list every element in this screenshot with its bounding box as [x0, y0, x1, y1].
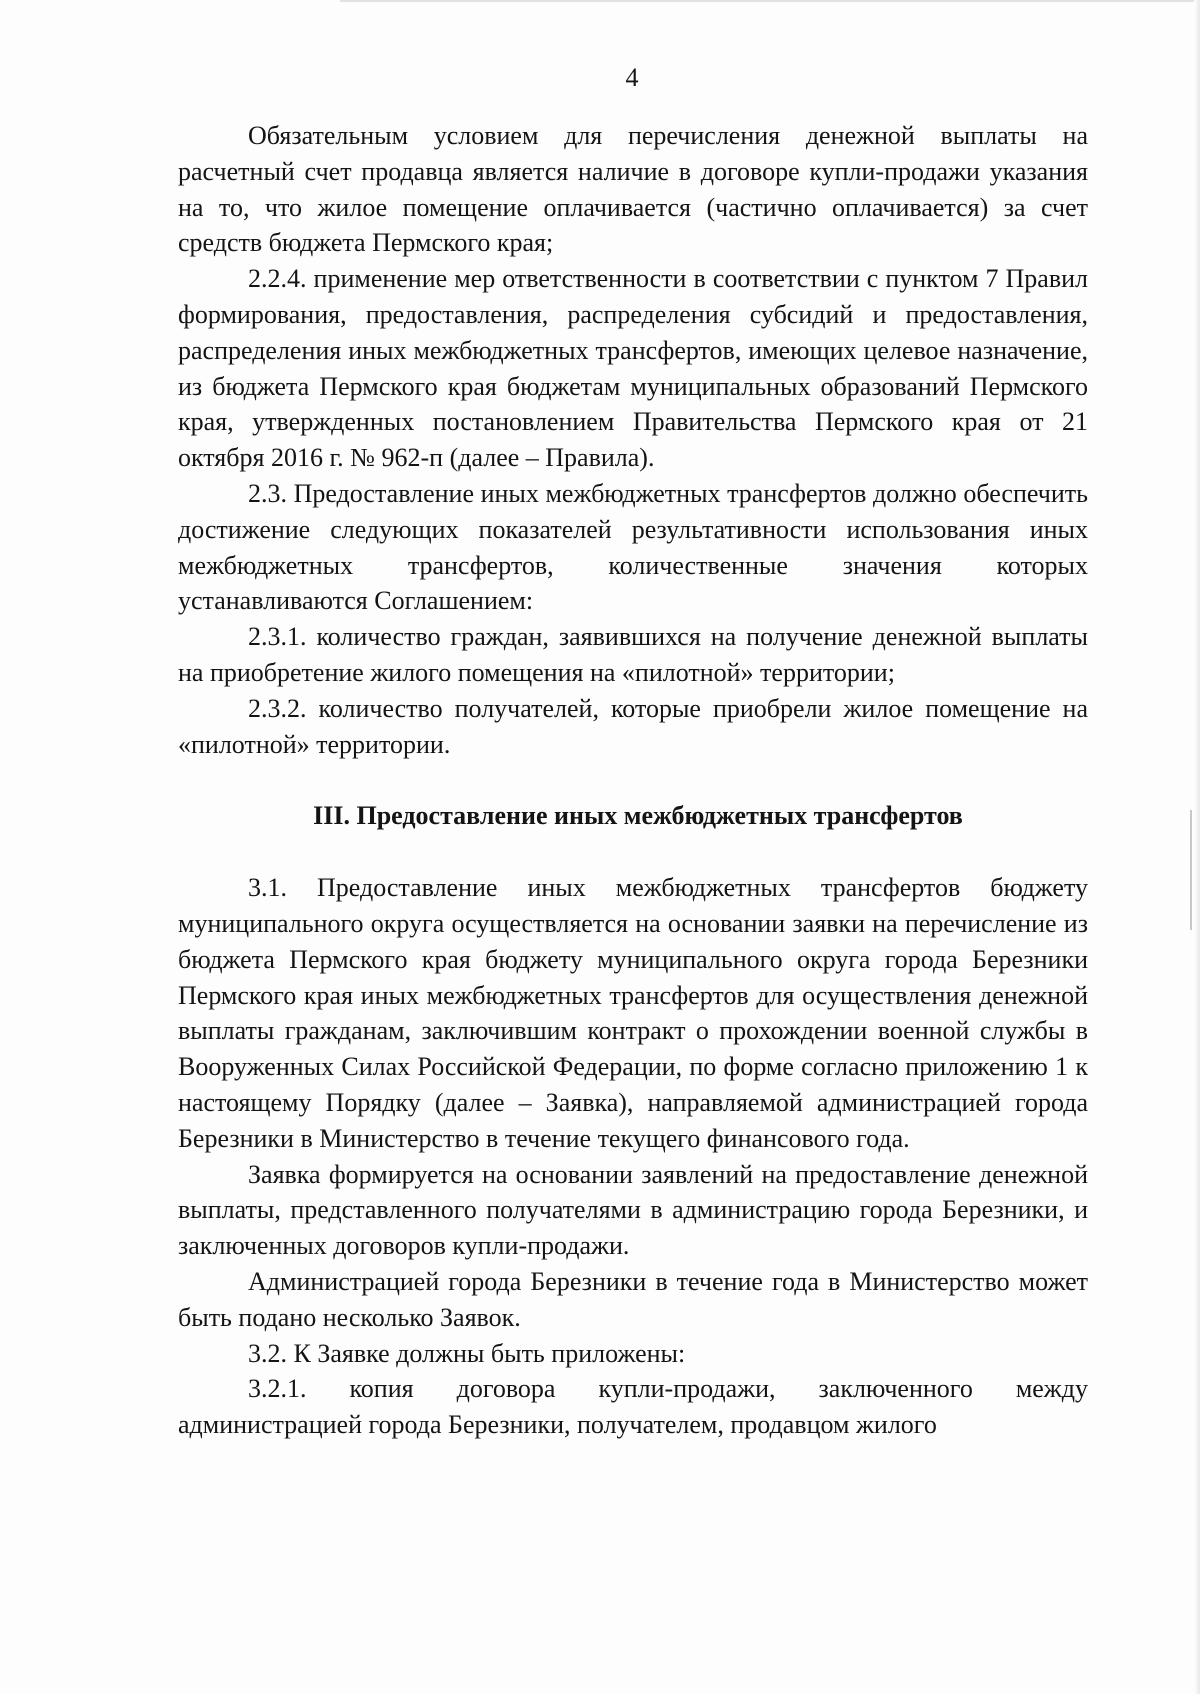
scan-mark [1190, 810, 1192, 930]
paragraph-2-2-4: 2.2.4. применение мер ответственности в соответствии с пунктом 7 Правил формирования, предоставления, распределения субсидий и предоставления, распределения иных межбюджетных трансфертов, имеющих целевое назначение, из бюджета Пермского края бюджетам муниципальных образований Пермского края, утвержденных постановлением Правительства Пермского края от 21 октября 2016 г. № 962-п (далее – Правила). [178, 264, 1088, 473]
scan-edge-top [340, 0, 1200, 2]
paragraph-2-3-2: 2.3.2. количество получателей, которые приобрели жилое помещение на «пилотной» территории. [178, 693, 1088, 759]
paragraph-application-formation: Заявка формируется на основании заявлений на предоставление денежной выплаты, представленного получателями в администрацию города Березники, и заключенных договоров купли-продажи. [178, 1159, 1088, 1261]
paragraph-2-3: 2.3. Предоставление иных межбюджетных трансфертов должно обеспечить достижение следующих показателей результативности использования иных межбюджетных трансфертов, количественные значения которых устанавливаются Соглашением: [178, 478, 1088, 616]
scan-edge-right [1194, 0, 1200, 1694]
paragraph-3-1: 3.1. Предоставление иных межбюджетных трансфертов бюджету муниципального округа осуществляется на основании заявки на перечисление из бюджета Пермского края бюджету муниципального округа города Березники Пермского края иных межбюджетных трансфертов для осуществления денежной выплаты гражданам, заключившим контракт о прохождении военной службы в Вооруженных Силах Российской Федерации, по форме согласно приложению 1 к настоящему Порядку (далее – Заявка), направляемой администрацией города Березники в Министерство в течение текущего финансового года. [178, 873, 1088, 1153]
page-number: 4 [625, 63, 639, 92]
document-body [178, 118, 1088, 1443]
paragraph-multiple-applications: Администрацией города Березники в течение года в Министерство может быть подано несколько Заявок. [178, 1266, 1088, 1332]
paragraph-payment-condition: Обязательным условием для перечисления денежной выплаты на расчетный счет продавца является наличие в договоре купли-продажи указания на то, что жилое помещение оплачивается (частично оплачивается) за счет средств бюджета Пермского края; [178, 121, 1088, 258]
paragraph-3-2-1: 3.2.1. копия договора купли-продажи, заключенного между администрацией города Березники, получателем, продавцом жилого [178, 1374, 1088, 1440]
paragraph-3-2: 3.2. К Заявке должны быть приложены: [248, 1338, 686, 1368]
paragraph-2-3-1: 2.3.1. количество граждан, заявившихся на получение денежной выплаты на приобретение жилого помещения на «пилотной» территории; [178, 622, 1088, 687]
section-heading: III. Предоставление иных межбюджетных трансфертов [313, 801, 963, 831]
